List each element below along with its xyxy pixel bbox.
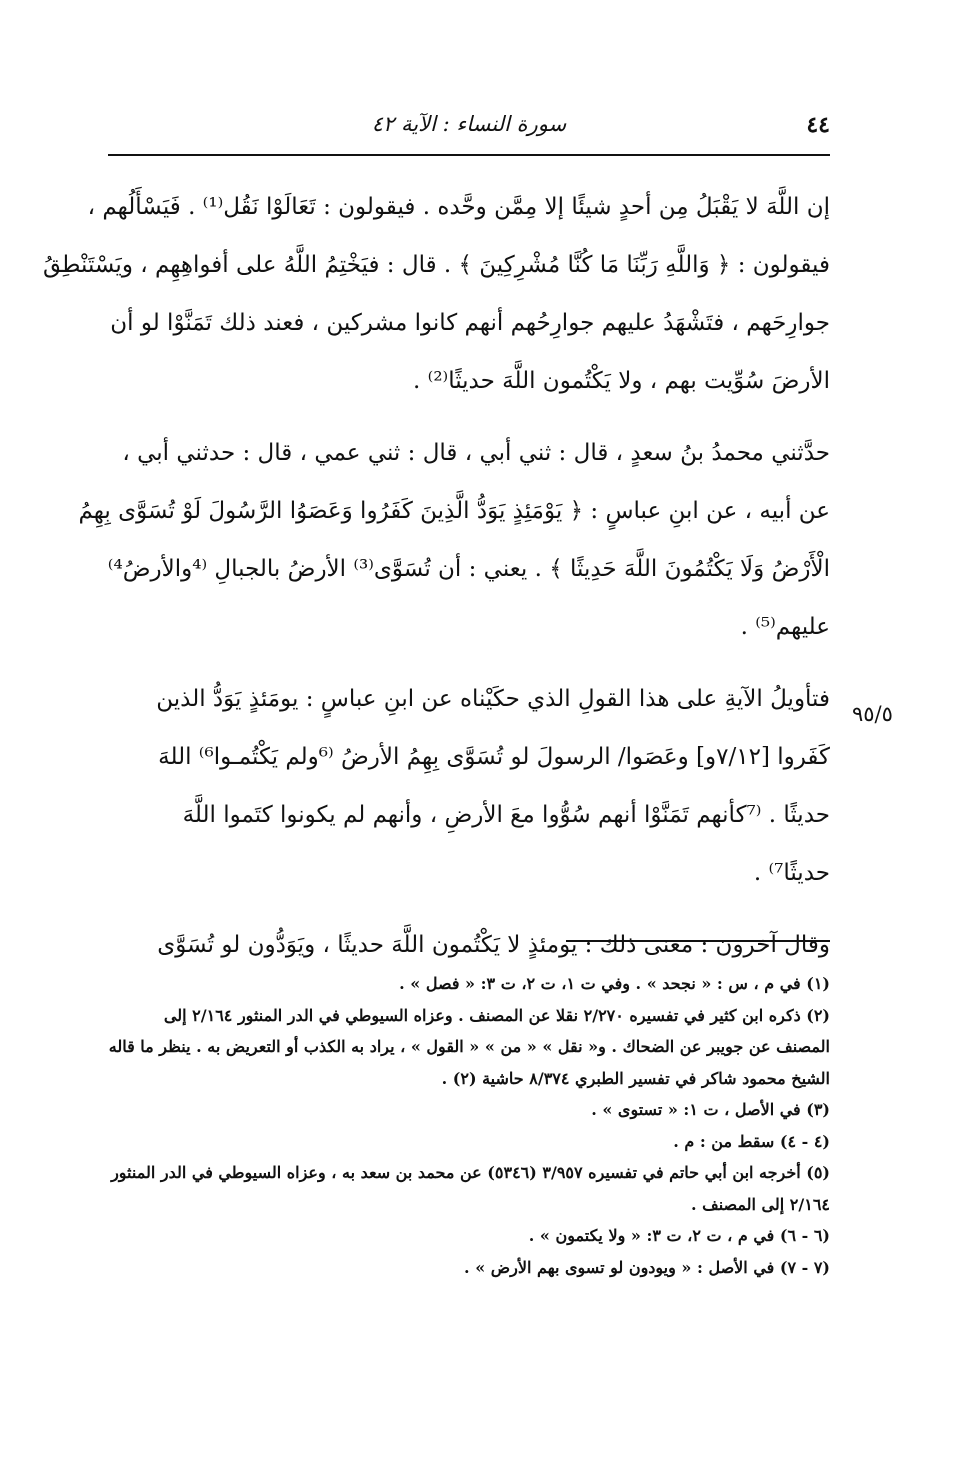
header-rule [108,154,830,156]
footnote-line: المصنف عن جويبر عن الضحاك . و« نقل » « من » « القول » ، يراد به الكذب أو التعريض به . ينظر ما قاله [108,1037,830,1056]
footnote-line: (٧ - ٧) في الأصل : « ويودون لو تسوى بهم الأرض » . [464,1257,830,1277]
footnote-line: (٤ - ٤) سقط من : م . [673,1131,830,1151]
main-text [42,178,830,974]
margin-note: ٩٥/٥ [852,702,893,726]
text-line: إن اللَّهَ لا يَقْبَلُ مِن أحدٍ شيئًا إلا مِمَّن وحَّده . فيقولون : تَعَالَوْا نَقُل⁽¹⁾ . فَيَسْأَلُهم ، [87,194,830,220]
footnote-line: ٢/١٦٤ إلى المصنف . [691,1194,830,1214]
page-header [108,112,830,146]
footnote-rule [566,940,830,942]
text-line: حدَّثني محمدُ بنُ سعدٍ ، قال : ثني أبي ، قال : ثني عمي ، قال : حدثني أبي ، [122,440,830,466]
text-line: فتأويلُ الآيةِ على هذا القولِ الذي حكَيْناه عن ابنِ عباسٍ : يومَئذٍ يَوَدُّ الذين [156,686,830,712]
text-line: جوارِحَهم ، فتَشْهَدُ عليهم جوارِحُهم أنهم كانوا مشركين ، فعند ذلك تَمَنَّوْا لو أن [110,310,830,336]
text-line: عن أبيه ، عن ابنِ عباسٍ : ﴿ يَوْمَئِذٍ يَوَدُّ الَّذِينَ كَفَرُوا وَعَصَوُا الرَّسُولَ لَوْ تُسَوَّى بِهِمُ [78,498,830,524]
footnote-line: الشيخ محمود شاكر في تفسير الطبري ٨/٣٧٤ حاشية (٢) . [441,1068,830,1088]
footnote-line: (٣) في الأصل ، ت ١: « تستوى » . [591,1100,830,1119]
text-line: عليهم⁽⁵⁾ . [740,614,830,640]
text-line: فيقولون : ﴿ وَاللَّهِ رَبِّنَا مَا كُنَّا مُشْرِكِينَ ﴾ . قال : فيَخْتِمُ اللَّهُ على أفواهِهِم ، ويَسْتَنْطِقُ [42,252,830,278]
footnotes [108,968,830,1283]
text-line: الْأَرْضُ وَلَا يَكْتُمُونَ اللَّهَ حَدِيثًا ﴾ . يعني : أن تُسَوَّى⁽³⁾ الأرضُ بالجبالِ ⁽⁴والأرضُ⁴⁾ [107,556,830,582]
page-number: ٤٤ [806,112,830,138]
footnote-line: (١) في م ، س : « نجحد » . وفي ت ١، ت ٢، ت ٣: « فصل » . [399,974,830,993]
text-line: الأرضَ سُوِّيت بهم ، ولا يَكْتُمون اللَّهَ حديثًا⁽²⁾ . [413,368,830,394]
text-line: كَفَروا [٧/١٢و] وعَصَوا/ الرسولَ لو تُسَوَّى بِهِمُ الأرضُ ⁽⁶ولم يَكْتُمـوا⁶⁾ اللهَ [158,744,830,770]
footnote-line: (٢) ذكره ابن كثير في تفسيره ٢/٢٧٠ نقلا عن المصنف . وعزاه السيوطي في الدر المنثور ٢/١٦٤ إلى [163,1005,830,1025]
running-head: سورة النساء : الآية ٤٢ [371,112,567,136]
footnote-line: (٦ - ٦) في م ، ت ٢، ت ٣: « ولا يكتمون » . [528,1226,830,1245]
text-line: حديثًا . ⁽⁷كأنهم تَمَنَّوْا أنهم سُوُّوا معَ الأرضِ ، وأنهم لم يكونوا كتَموا اللَّهَ [182,802,830,828]
text-line: وقال آخرون : معنى ذلك : يومئذٍ لا يَكْتُمون اللَّهَ حديثًا ، ويَوَدُّون لو تُسَوَّى [157,932,830,958]
text-line: حديثًا⁷⁾ . [753,860,830,886]
footnote-line: (٥) أخرجه ابن أبي حاتم في تفسيره ٣/٩٥٧ (٥٣٤٦) عن محمد بن سعد به ، وعزاه السيوطي في الدر المنثور [111,1163,830,1182]
